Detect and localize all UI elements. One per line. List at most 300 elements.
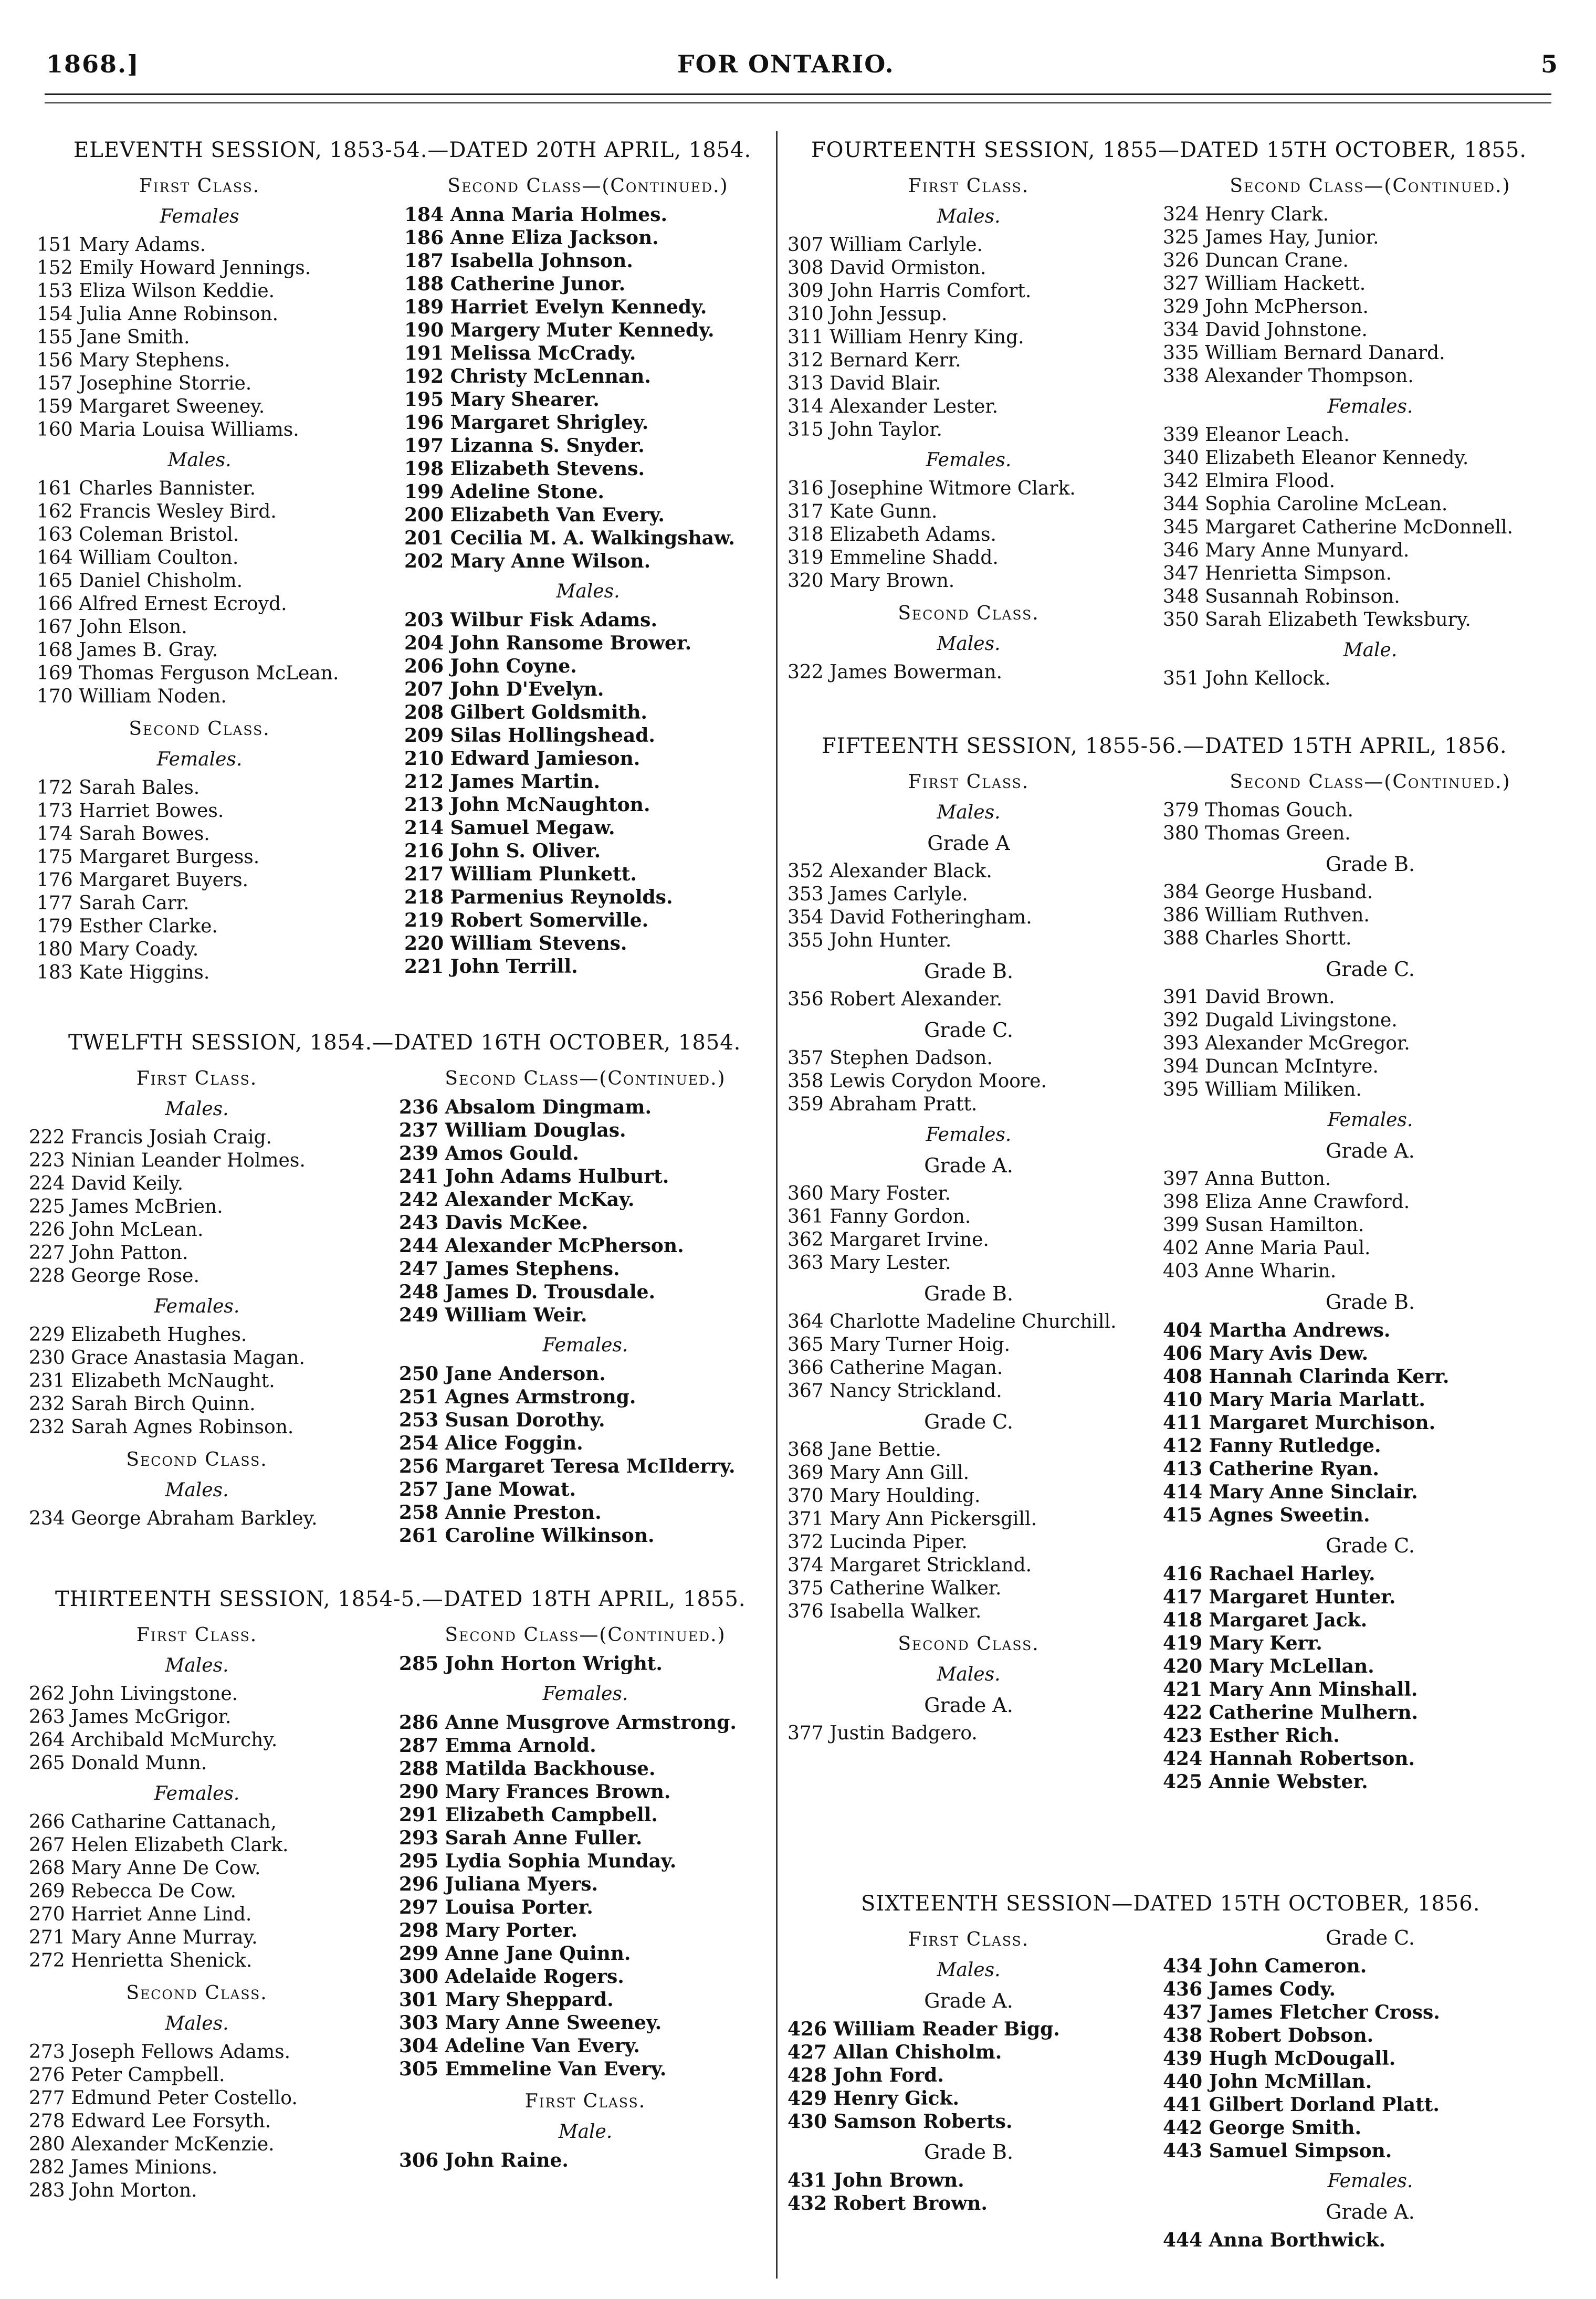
list-item: 161 Charles Bannister.	[37, 478, 256, 499]
category-heading: Males.	[556, 581, 620, 602]
list-item: 360 Mary Foster.	[788, 1183, 951, 1204]
list-item: 361 Fanny Gordon.	[788, 1206, 971, 1227]
grade-heading: Grade B.	[1325, 853, 1415, 876]
list-item: 176 Margaret Buyers.	[37, 869, 249, 891]
fourteenth-col-a	[788, 165, 1150, 684]
list-item: 301 Mary Sheppard.	[399, 1989, 614, 2011]
list-item: 441 Gilbert Dorland Platt.	[1163, 2094, 1440, 2116]
eleventh-col-a	[37, 165, 362, 984]
list-item: 234 George Abraham Barkley.	[29, 1508, 318, 1529]
list-item: 291 Elizabeth Campbell.	[399, 1804, 658, 1826]
list-item: 366 Catherine Magan.	[788, 1357, 1003, 1379]
list-item: 311 William Henry King.	[788, 327, 1024, 348]
list-item: 434 John Cameron.	[1163, 1955, 1367, 1977]
list-item: 358 Lewis Corydon Moore.	[788, 1070, 1047, 1092]
list-item: 250 Jane Anderson.	[399, 1363, 606, 1385]
list-item: 371 Mary Ann Pickersgill.	[788, 1508, 1037, 1530]
list-item: 439 Hugh McDougall.	[1163, 2048, 1396, 2070]
list-item: 173 Harriet Bowes.	[37, 800, 224, 822]
category-heading: Females.	[154, 1783, 240, 1804]
list-item: 201 Cecilia M. A. Walkingshaw.	[404, 527, 735, 549]
grade-heading: Grade C.	[1326, 1534, 1415, 1557]
list-item: 370 Mary Houlding.	[788, 1485, 981, 1507]
list-item: 326 Duncan Crane.	[1163, 250, 1349, 271]
list-item: 348 Susannah Robinson.	[1163, 586, 1400, 607]
list-item: 431 John Brown.	[788, 2169, 964, 2191]
name-list	[29, 1507, 365, 1530]
list-item: 290 Mary Frances Brown.	[399, 1781, 671, 1803]
class-heading: First Class.	[908, 175, 1030, 197]
list-item: 399 Susan Hamilton.	[1163, 1214, 1364, 1236]
list-item: 423 Esther Rich.	[1163, 1725, 1340, 1747]
category-heading: Females.	[926, 1124, 1012, 1146]
category-heading: Males.	[165, 1098, 229, 1120]
list-item: 315 John Taylor.	[788, 419, 942, 440]
list-item: 251 Agnes Armstrong.	[399, 1386, 636, 1408]
class-heading: First Class.	[136, 1068, 258, 1089]
list-item: 186 Anne Eliza Jackson.	[404, 227, 659, 249]
category-heading: Males.	[165, 1479, 229, 1501]
list-item: 325 James Hay, Junior.	[1163, 227, 1379, 248]
name-list	[404, 203, 772, 573]
list-item: 418 Margaret Jack.	[1163, 1609, 1368, 1631]
sixteenth-col-b	[1163, 1919, 1578, 2252]
grade-heading: Grade C.	[1326, 958, 1415, 981]
grade-heading: Grade A.	[924, 1694, 1013, 1717]
list-item: 422 Catherine Mulhern.	[1163, 1702, 1419, 1724]
list-item: 191 Melissa McCrady.	[404, 342, 636, 364]
list-item: 195 Mary Shearer.	[404, 389, 600, 411]
list-item: 318 Elizabeth Adams.	[788, 524, 996, 545]
list-item: 421 Mary Ann Minshall.	[1163, 1678, 1418, 1700]
list-item: 253 Susan Dorothy.	[399, 1409, 605, 1431]
list-item: 163 Coleman Bristol.	[37, 524, 239, 545]
eleventh-col-b	[404, 165, 772, 978]
list-item: 319 Emmeline Shadd.	[788, 547, 999, 569]
grade-heading: Grade A.	[1326, 1139, 1415, 1162]
list-item: 340 Elizabeth Eleanor Kennedy.	[1163, 447, 1469, 469]
list-item: 218 Parmenius Reynolds.	[404, 886, 673, 908]
class-heading: First Class.	[139, 175, 260, 197]
list-item: 225 James McBrien.	[29, 1196, 223, 1217]
name-list	[788, 1722, 1150, 1745]
list-item: 364 Charlotte Madeline Churchill.	[788, 1311, 1117, 1332]
list-item: 159 Margaret Sweeney.	[37, 396, 265, 417]
name-list	[788, 1439, 1150, 1623]
class-heading: Second Class—(Continued.)	[445, 1068, 726, 1089]
list-item: 411 Margaret Murchison.	[1163, 1412, 1436, 1434]
list-item: 342 Elmira Flood.	[1163, 470, 1336, 492]
list-item: 295 Lydia Sophia Munday.	[399, 1850, 677, 1872]
list-item: 344 Sophia Caroline McLean.	[1163, 494, 1448, 515]
list-item: 346 Mary Anne Munyard.	[1163, 540, 1410, 561]
list-item: 151 Mary Adams.	[37, 234, 206, 256]
list-item: 261 Caroline Wilkinson.	[399, 1525, 655, 1547]
list-item: 338 Alexander Thompson.	[1163, 365, 1414, 387]
list-item: 296 Juliana Myers.	[399, 1873, 598, 1895]
header-title: FOR ONTARIO.	[677, 50, 895, 78]
session-title: ELEVENTH SESSION, 1853-54.—DATED 20TH APRIL, 1854.	[74, 138, 752, 162]
list-item: 303 Mary Anne Sweeney.	[399, 2012, 662, 2034]
list-item: 257 Jane Mowat.	[399, 1478, 576, 1500]
list-item: 417 Margaret Hunter.	[1163, 1586, 1396, 1608]
grade-heading: Grade B.	[1325, 1290, 1415, 1314]
name-list	[399, 1711, 772, 2081]
list-item: 293 Sarah Anne Fuller.	[399, 1827, 643, 1849]
list-item: 216 John S. Oliver.	[404, 840, 601, 862]
grade-heading: Grade C.	[924, 1019, 1013, 1042]
list-item: 170 William Noden.	[37, 686, 227, 707]
list-item: 229 Elizabeth Hughes.	[29, 1324, 247, 1346]
class-heading: First Class.	[524, 2091, 646, 2112]
list-item: 392 Dugald Livingstone.	[1163, 1010, 1398, 1031]
list-item: 351 John Kellock.	[1163, 668, 1331, 689]
list-item: 335 William Bernard Danard.	[1163, 342, 1445, 364]
list-item: 443 Samuel Simpson.	[1163, 2140, 1392, 2162]
list-item: 426 William Reader Bigg.	[788, 2018, 1060, 2040]
list-item: 154 Julia Anne Robinson.	[37, 303, 279, 325]
list-item: 175 Margaret Burgess.	[37, 846, 260, 868]
list-item: 419 Mary Kerr.	[1163, 1632, 1322, 1654]
session-title: FOURTEENTH SESSION, 1855—DATED 15TH OCTOBER, 1855.	[811, 138, 1527, 162]
list-item: 169 Thomas Ferguson McLean.	[37, 663, 339, 684]
class-heading: Second Class—(Continued.)	[1230, 771, 1511, 793]
list-item: 377 Justin Badgero.	[788, 1723, 978, 1744]
name-list	[1163, 1319, 1578, 1527]
list-item: 425 Annie Webster.	[1163, 1771, 1368, 1793]
list-item: 231 Elizabeth McNaught.	[29, 1370, 275, 1392]
list-item: 230 Grace Anastasia Magan.	[29, 1347, 305, 1369]
name-list	[399, 2149, 772, 2172]
list-item: 369 Mary Ann Gill.	[788, 1462, 970, 1484]
list-item: 263 James McGrigor.	[29, 1706, 232, 1728]
list-item: 213 John McNaughton.	[404, 794, 650, 816]
list-item: 266 Catharine Cattanach,	[29, 1811, 277, 1833]
category-heading: Females.	[542, 1335, 628, 1356]
thirteenth-col-a	[29, 1614, 365, 2202]
list-item: 247 James Stephens.	[399, 1258, 620, 1280]
header-year: 1868.]	[46, 50, 140, 78]
name-list	[788, 1047, 1150, 1116]
list-item: 393 Alexander McGregor.	[1163, 1033, 1410, 1054]
category-heading: Males.	[937, 802, 1001, 823]
list-item: 402 Anne Maria Paul.	[1163, 1237, 1371, 1259]
class-heading: Second Class—(Continued.)	[1230, 175, 1511, 197]
list-item: 357 Stephen Dadson.	[788, 1047, 993, 1069]
list-item: 248 James D. Trousdale.	[399, 1281, 656, 1303]
list-item: 180 Mary Coady.	[37, 939, 199, 960]
list-item: 398 Eliza Anne Crawford.	[1163, 1191, 1410, 1213]
list-item: 375 Catherine Walker.	[788, 1578, 1002, 1599]
list-item: 152 Emily Howard Jennings.	[37, 257, 311, 279]
list-item: 217 William Plunkett.	[404, 863, 637, 885]
category-heading: Females.	[542, 1683, 628, 1705]
thirteenth-session	[55, 1586, 772, 1615]
grade-heading: Grade B.	[923, 960, 1014, 983]
list-item: 376 Isabella Walker.	[788, 1601, 982, 1622]
list-item: 187 Isabella Johnson.	[404, 250, 633, 272]
list-item: 184 Anna Maria Holmes.	[404, 204, 667, 226]
category-heading: Males.	[937, 633, 1001, 655]
list-item: 198 Elizabeth Stevens.	[404, 458, 645, 480]
list-item: 223 Ninian Leander Holmes.	[29, 1150, 306, 1171]
list-item: 157 Josephine Storrie.	[37, 373, 252, 394]
name-list	[1163, 1168, 1578, 1283]
list-item: 249 William Weir.	[399, 1304, 587, 1326]
list-item: 155 Jane Smith.	[37, 327, 190, 348]
name-list	[1163, 986, 1578, 1101]
list-item: 244 Alexander McPherson.	[399, 1235, 684, 1257]
list-item: 177 Sarah Carr.	[37, 893, 190, 914]
name-list	[1163, 667, 1578, 690]
list-item: 300 Adelaide Rogers.	[399, 1966, 624, 1988]
name-list	[29, 1324, 365, 1439]
list-item: 355 John Hunter.	[788, 930, 952, 951]
list-item: 427 Allan Chisholm.	[788, 2041, 1002, 2063]
twelfth-col-b	[399, 1058, 772, 1547]
list-item: 272 Henrietta Shenick.	[29, 1950, 253, 1971]
grade-heading: Grade A.	[924, 1154, 1013, 1177]
class-heading: First Class.	[908, 1929, 1030, 1950]
name-list	[1163, 424, 1578, 632]
list-item: 153 Eliza Wilson Keddie.	[37, 280, 275, 302]
grade-heading: Grade C.	[1326, 1926, 1415, 1949]
grade-heading: Grade C.	[924, 1410, 1013, 1433]
list-item: 287 Emma Arnold.	[399, 1735, 596, 1757]
list-item: 209 Silas Hollingshead.	[404, 725, 655, 747]
list-item: 352 Alexander Black.	[788, 860, 992, 882]
list-item: 236 Absalom Dingmam.	[399, 1096, 652, 1118]
session-title: SIXTEENTH SESSION—DATED 15TH OCTOBER, 1856.	[861, 1892, 1480, 1916]
list-item: 365 Mary Turner Hoig.	[788, 1334, 1011, 1356]
session-title: THIRTEENTH SESSION, 1854-5.—DATED 18TH APRIL, 1855.	[55, 1587, 746, 1611]
list-item: 212 James Martin.	[404, 771, 600, 793]
list-item: 329 John McPherson.	[1163, 296, 1369, 318]
fifteenth-session	[822, 732, 1572, 762]
list-item: 432 Robert Brown.	[788, 2192, 988, 2214]
list-item: 353 James Carlyle.	[788, 884, 968, 905]
class-heading: Second Class.	[898, 603, 1040, 624]
list-item: 228 George Rose.	[29, 1265, 200, 1287]
grade-heading: Grade B.	[923, 2140, 1014, 2164]
list-item: 271 Mary Anne Murray.	[29, 1927, 258, 1948]
list-item: 339 Eleanor Leach.	[1163, 424, 1350, 446]
list-item: 304 Adeline Van Every.	[399, 2035, 640, 2057]
name-list	[1163, 799, 1578, 845]
list-item: 210 Edward Jamieson.	[404, 748, 640, 770]
name-list	[1163, 1955, 1578, 2162]
header-rule-2	[45, 102, 1551, 103]
fourteenth-session	[811, 137, 1572, 166]
list-item: 208 Gilbert Goldsmith.	[404, 701, 647, 723]
list-item: 309 John Harris Comfort.	[788, 280, 1032, 302]
list-item: 206 John Coyne.	[404, 655, 577, 677]
list-item: 397 Anna Button.	[1163, 1168, 1331, 1190]
list-item: 372 Lucinda Piper.	[788, 1531, 968, 1553]
list-item: 220 William Stevens.	[404, 932, 627, 954]
list-item: 242 Alexander McKay.	[399, 1189, 635, 1211]
category-heading: Females.	[1327, 1109, 1413, 1131]
sixteenth-session	[861, 1890, 1575, 1919]
list-item: 420 Mary McLellan.	[1163, 1655, 1374, 1677]
category-heading: Females.	[156, 749, 243, 770]
list-item: 188 Catherine Junor.	[404, 273, 626, 295]
name-list	[399, 1652, 772, 1675]
name-list	[399, 1362, 772, 1547]
category-heading: Females.	[926, 449, 1012, 471]
grade-heading: Grade A.	[924, 1989, 1013, 2012]
list-item: 200 Elizabeth Van Every.	[404, 504, 665, 526]
list-item: 440 John McMillan.	[1163, 2071, 1372, 2093]
list-item: 314 Alexander Lester.	[788, 396, 999, 417]
list-item: 192 Christy McLennan.	[404, 365, 651, 387]
list-item: 436 James Cody.	[1163, 1978, 1336, 2000]
name-list	[37, 776, 362, 984]
list-item: 262 John Livingstone.	[29, 1683, 238, 1705]
list-item: 283 John Morton.	[29, 2180, 197, 2201]
list-item: 415 Agnes Sweetin.	[1163, 1504, 1370, 1526]
list-item: 254 Alice Foggin.	[399, 1432, 583, 1454]
list-item: 313 David Blair.	[788, 373, 941, 394]
list-item: 297 Louisa Porter.	[399, 1896, 593, 1918]
fifteenth-col-a	[788, 761, 1150, 1745]
list-item: 359 Abraham Pratt.	[788, 1094, 978, 1115]
list-item: 270 Harriet Anne Lind.	[29, 1904, 252, 1925]
category-heading: Males.	[165, 2013, 229, 2034]
list-item: 224 David Keily.	[29, 1173, 184, 1194]
name-list	[788, 1182, 1150, 1275]
list-item: 406 Mary Avis Dew.	[1163, 1342, 1369, 1364]
class-heading: Second Class—(Continued.)	[447, 175, 729, 197]
list-item: 298 Mary Porter.	[399, 1919, 578, 1941]
list-item: 424 Hannah Robertson.	[1163, 1748, 1415, 1770]
grade-heading: Grade A.	[1326, 2200, 1415, 2223]
list-item: 404 Martha Andrews.	[1163, 1319, 1391, 1341]
list-item: 308 David Ormiston.	[788, 257, 986, 279]
list-item: 363 Mary Lester.	[788, 1252, 951, 1274]
list-item: 219 Robert Somerville.	[404, 909, 649, 931]
fifteenth-col-b	[1163, 761, 1578, 1793]
name-list	[1163, 1562, 1578, 1793]
list-item: 354 David Fotheringham.	[788, 907, 1032, 928]
name-list	[788, 2169, 1150, 2215]
fourteenth-col-b	[1163, 165, 1578, 690]
list-item: 197 Lizanna S. Snyder.	[404, 435, 645, 457]
list-item: 384 George Husband.	[1163, 881, 1373, 903]
list-item: 232 Sarah Agnes Robinson.	[29, 1416, 294, 1438]
header-rule	[45, 93, 1551, 95]
header-page-number: 5	[1541, 50, 1559, 78]
list-item: 241 John Adams Hulburt.	[399, 1166, 669, 1188]
list-item: 394 Duncan McIntyre.	[1163, 1056, 1379, 1077]
list-item: 162 Francis Wesley Bird.	[37, 501, 277, 522]
list-item: 267 Helen Elizabeth Clark.	[29, 1834, 289, 1856]
list-item: 305 Emmeline Van Every.	[399, 2058, 667, 2080]
list-item: 232 Sarah Birch Quinn.	[29, 1393, 256, 1415]
list-item: 168 James B. Gray.	[37, 639, 218, 661]
twelfth-col-a	[29, 1058, 365, 1530]
class-heading: Second Class.	[898, 1633, 1040, 1655]
name-list	[788, 661, 1150, 684]
session-title: FIFTEENTH SESSION, 1855-56.—DATED 15TH APRIL, 1856.	[822, 734, 1507, 758]
category-heading: Male.	[1343, 639, 1398, 661]
name-list	[788, 477, 1150, 593]
list-item: 438 Robert Dobson.	[1163, 2024, 1374, 2046]
list-item: 222 Francis Josiah Craig.	[29, 1127, 272, 1148]
eleventh-session	[74, 137, 772, 166]
list-item: 410 Mary Maria Marlatt.	[1163, 1389, 1425, 1411]
list-item: 237 William Douglas.	[399, 1119, 626, 1141]
list-item: 312 Bernard Kerr.	[788, 350, 961, 371]
list-item: 214 Samuel Megaw.	[404, 817, 615, 839]
name-list	[1163, 881, 1578, 950]
category-heading: Females	[160, 206, 239, 227]
sixteenth-col-a	[788, 1919, 1150, 2215]
list-item: 362 Margaret Irvine.	[788, 1229, 989, 1251]
list-item: 156 Mary Stephens.	[37, 350, 230, 371]
category-heading: Males.	[167, 449, 232, 471]
category-heading: Females.	[154, 1296, 240, 1317]
list-item: 299 Anne Jane Quinn.	[399, 1943, 631, 1965]
grade-heading: Grade B.	[923, 1282, 1014, 1305]
list-item: 265 Donald Munn.	[29, 1752, 207, 1774]
list-item: 199 Adeline Stone.	[404, 481, 604, 503]
class-heading: Second Class—(Continued.)	[445, 1624, 726, 1646]
list-item: 167 John Elson.	[37, 616, 187, 638]
grade-heading: Grade A	[927, 832, 1010, 855]
name-list	[37, 234, 362, 442]
list-item: 413 Catherine Ryan.	[1163, 1458, 1379, 1480]
list-item: 239 Amos Gould.	[399, 1142, 579, 1164]
list-item: 388 Charles Shortt.	[1163, 928, 1352, 949]
list-item: 444 Anna Borthwick.	[1163, 2229, 1386, 2251]
list-item: 190 Margery Muter Kennedy.	[404, 319, 715, 341]
list-item: 437 James Fletcher Cross.	[1163, 2001, 1440, 2023]
name-list	[788, 988, 1150, 1011]
list-item: 442 George Smith.	[1163, 2117, 1362, 2139]
list-item: 204 John Ransome Brower.	[404, 632, 692, 654]
list-item: 273 Joseph Fellows Adams.	[29, 2041, 291, 2063]
list-item: 350 Sarah Elizabeth Tewksbury.	[1163, 609, 1471, 631]
category-heading: Males.	[165, 1655, 229, 1676]
list-item: 256 Margaret Teresa McIlderry.	[399, 1455, 736, 1477]
list-item: 316 Josephine Witmore Clark.	[788, 478, 1076, 499]
list-item: 403 Anne Wharin.	[1163, 1261, 1337, 1282]
category-heading: Females.	[1327, 396, 1413, 417]
list-item: 345 Margaret Catherine McDonnell.	[1163, 517, 1513, 538]
list-item: 207 John D'Evelyn.	[404, 678, 604, 700]
list-item: 430 Samson Roberts.	[788, 2111, 1013, 2133]
list-item: 276 Peter Campbell.	[29, 2064, 225, 2086]
name-list	[404, 608, 772, 978]
name-list	[29, 1811, 365, 1972]
name-list	[788, 2018, 1150, 2133]
list-item: 189 Harriet Evelyn Kennedy.	[404, 296, 707, 318]
list-item: 203 Wilbur Fisk Adams.	[404, 609, 657, 631]
name-list	[788, 234, 1150, 442]
session-title: TWELFTH SESSION, 1854.—DATED 16TH OCTOBER, 1854.	[68, 1031, 741, 1055]
list-item: 286 Anne Musgrove Armstrong.	[399, 1712, 737, 1734]
list-item: 269 Rebecca De Cow.	[29, 1881, 236, 1902]
list-item: 412 Fanny Rutledge.	[1163, 1435, 1381, 1457]
class-heading: First Class.	[908, 771, 1030, 793]
list-item: 227 John Patton.	[29, 1242, 188, 1264]
name-list	[29, 1126, 365, 1288]
list-item: 280 Alexander McKenzie.	[29, 2134, 275, 2155]
list-item: 164 William Coulton.	[37, 547, 239, 569]
class-heading: Second Class.	[126, 1449, 268, 1471]
category-heading: Males.	[937, 1664, 1001, 1685]
